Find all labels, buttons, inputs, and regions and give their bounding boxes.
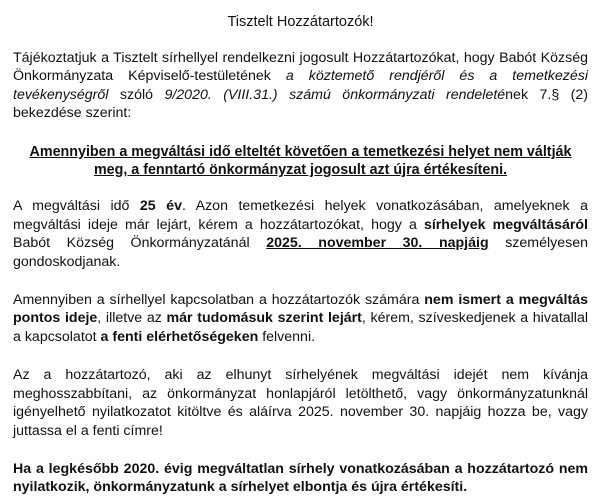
intro-paragraph	[13, 49, 588, 123]
legal-notice: Amennyiben a megváltási idő elteltét követően a temetkezési helyet nem váltják meg, a fenntartó önkormányzat jogosult azt újra értékesíteni.	[29, 143, 572, 179]
redemption-text-a: A megváltási idő	[13, 198, 140, 215]
contact-text-c: , kérem, szíveskedjenek a hivatallal a kapcsolatot	[13, 310, 589, 345]
contact-paragraph	[13, 291, 588, 346]
intro-text-b: szóló	[108, 86, 165, 103]
intro-text-c: nek 7.§ (2) bekezdése szerint:	[13, 86, 588, 122]
contact-text-b: , illetve az	[97, 310, 167, 327]
document-title: Tisztelt Hozzátartozók!	[227, 14, 374, 30]
redemption-text-c: Babót Község Önkormányzatánál	[13, 235, 267, 252]
contact-bold-c: a fenti elérhetőségeken	[100, 328, 259, 345]
regulation-reference: 9/2020. (VIII.31.) számú önkormányzati rendeleté	[164, 86, 506, 103]
redemption-period: 25 év	[139, 198, 182, 215]
intro-text-a: Tájékoztatjuk a Tisztelt sírhellyel rendelkezni jogosult Hozzátartozókat, hogy Babót Község Önkormányzata Képviselő-testületének	[13, 50, 588, 85]
declaration-paragraph: Az a hozzátartozó, aki az elhunyt sírhelyének megváltási idejét nem kívánja meghosszabbítani, az önkormányzat honlapjáról letölthető, vagy önkormányzatunknál igényelhető nyilatkozatot kitöltve és aláírva 2025. november 30. napjáig hozza be, vagy juttassa el a fenti címre!	[13, 367, 588, 439]
deadline-date: 2025. november 30. napjáig	[266, 235, 489, 252]
redemption-text-d: személyesen gondoskodjanak.	[13, 235, 588, 270]
final-warning-paragraph: Ha a legkésőbb 2020. évig megváltatlan sírhely vonatkozásában a hozzátartozó nem nyilatkozik, önkormányzatunk a sírhelyet elbontja és újra értékesíti.	[13, 460, 588, 496]
contact-bold-a: nem ismert a megváltás pontos ideje	[13, 292, 589, 327]
contact-bold-b: már tudomásuk szerint lejárt	[166, 310, 362, 327]
redemption-subject: sírhelyek megváltásáról	[423, 216, 589, 233]
redemption-paragraph	[13, 197, 588, 271]
redemption-text-b: . Azon temetkezési helyek vonatkozásában, amelyeknek a megváltási ideje már lejárt, kérem a hozzátartozókat, hogy a	[13, 198, 588, 233]
contact-text-a: Amennyiben a sírhellyel kapcsolatban a hozzátartozók számára	[13, 292, 425, 309]
regulation-subject: a köztemető rendjéről és a temetkezési tevékenységről	[13, 68, 588, 103]
contact-text-d: felvenni.	[258, 328, 316, 345]
